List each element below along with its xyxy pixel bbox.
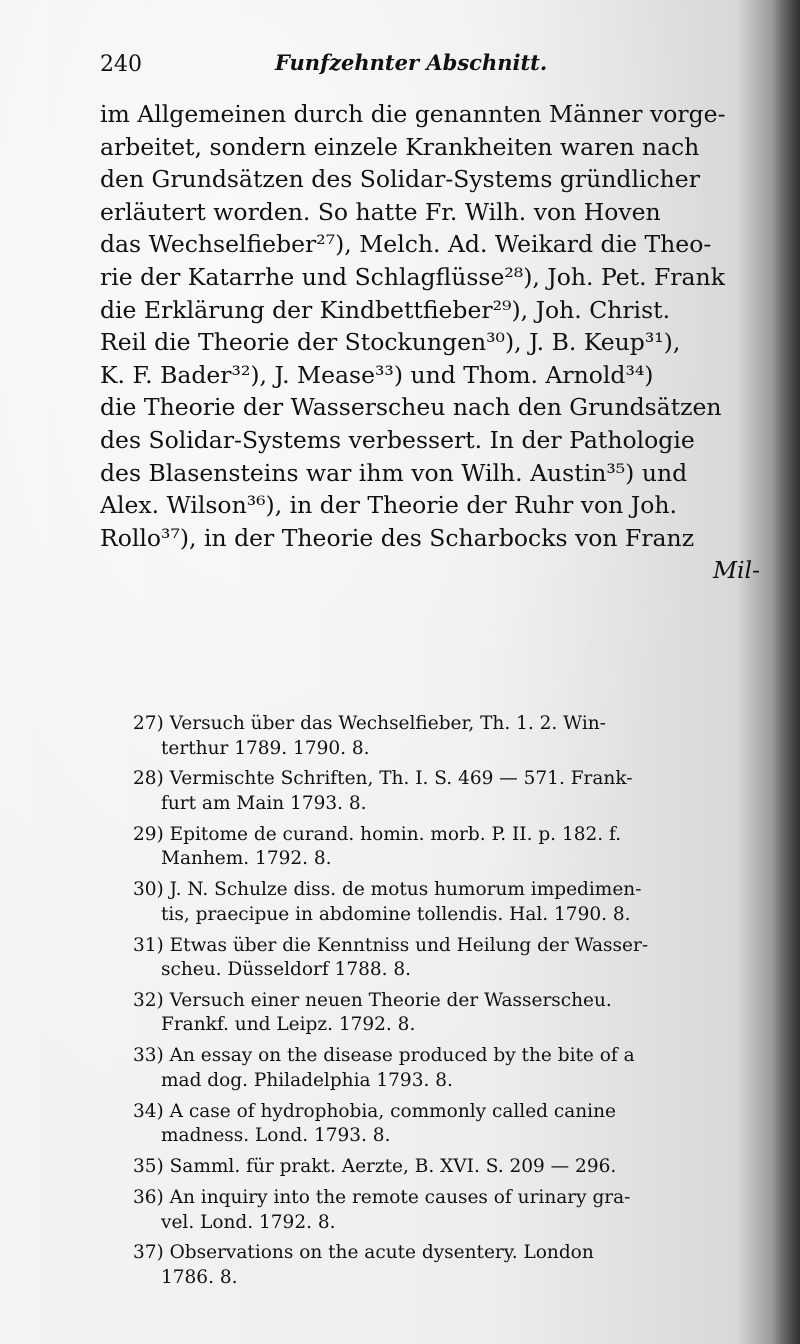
footnote-line: 36) An inquiry into the remote causes of urinary gra- <box>133 1187 631 1209</box>
footnote-27 <box>133 712 760 761</box>
catchword: Mil- <box>712 556 760 585</box>
page-number: 240 <box>100 52 142 77</box>
footnote-line: Frankf. und Leipz. 1792. 8. <box>161 1014 416 1036</box>
footnote-33 <box>133 1044 760 1093</box>
footnote-line: 29) Epitome de curand. homin. morb. P. II. p. 182. f. <box>133 823 622 845</box>
footnote-line: 30) J. N. Schulze diss. de motus humorum impedimen- <box>133 879 642 901</box>
body-line: des Solidar-Systems verbessert. In der Pathologie <box>100 425 695 454</box>
footnote-line: 32) Versuch einer neuen Theorie der Wasserscheu. <box>133 989 612 1011</box>
footnote-line: vel. Lond. 1792. 8. <box>161 1211 336 1233</box>
footnote-line: madness. Lond. 1793. 8. <box>161 1125 391 1147</box>
body-line: im Allgemeinen durch die genannten Männer vorge- <box>100 100 726 128</box>
footnote-line: 33) An essay on the disease produced by the bite of a <box>133 1045 635 1067</box>
footnote-line: 35) Samml. für prakt. Aerzte, B. XVI. S. 209 — 296. <box>133 1156 617 1178</box>
body-text <box>100 98 760 587</box>
footnote-34 <box>133 1100 760 1149</box>
footnote-35 <box>133 1155 760 1180</box>
body-line: des Blasensteins war ihm von Wilh. Austin³⁵) und <box>100 458 688 487</box>
footnote-29 <box>133 823 760 872</box>
body-line: Reil die Theorie der Stockungen³⁰), J. B. Keup³¹), <box>100 328 681 357</box>
footnote-line: 31) Etwas über die Kenntniss und Heilung der Wasser- <box>133 934 649 956</box>
body-line: die Erklärung der Kindbettfieber²⁹), Joh. Christ. <box>100 295 671 324</box>
footnotes <box>133 712 760 1297</box>
footnote-32 <box>133 989 760 1038</box>
footnote-line: mad dog. Philadelphia 1793. 8. <box>161 1069 453 1091</box>
footnote-line: scheu. Düsseldorf 1788. 8. <box>161 959 412 981</box>
footnote-line: 37) Observations on the acute dysentery. London <box>133 1242 594 1264</box>
footnote-30 <box>133 878 760 927</box>
body-line: die Theorie der Wasserscheu nach den Grundsätzen <box>100 393 722 422</box>
footnote-line: tis, praecipue in abdomine tollendis. Hal. 1790. 8. <box>161 903 631 925</box>
footnote-36 <box>133 1186 760 1235</box>
footnote-line: terthur 1789. 1790. 8. <box>161 737 370 759</box>
footnote-28 <box>133 767 760 816</box>
body-line: den Grundsätzen des Solidar-Systems gründlicher <box>100 165 700 194</box>
footnote-line: 28) Vermischte Schriften, Th. I. S. 469 — 571. Frank- <box>133 768 633 790</box>
footnote-line: 34) A case of hydrophobia, commonly called canine <box>133 1100 616 1122</box>
footnote-line: furt am Main 1793. 8. <box>161 792 367 814</box>
footnote-37 <box>133 1241 760 1290</box>
body-line: Rollo³⁷), in der Theorie des Scharbocks von Franz <box>100 523 695 552</box>
footnote-line: 1786. 8. <box>161 1266 238 1288</box>
page-header <box>100 50 760 84</box>
running-head: Funfzehnter Abschnitt. <box>275 50 548 75</box>
footnote-line: 27) Versuch über das Wechselfieber, Th. 1. 2. Win- <box>133 713 606 734</box>
body-line: K. F. Bader³²), J. Mease³³) und Thom. Arnold³⁴) <box>100 360 654 389</box>
footnote-31 <box>133 934 760 983</box>
body-line: arbeitet, sondern einzele Krankheiten waren nach <box>100 132 700 161</box>
body-line: Alex. Wilson³⁶), in der Theorie der Ruhr von Joh. <box>100 491 677 520</box>
body-line: rie der Katarrhe und Schlagflüsse²⁸), Joh. Pet. Frank <box>100 262 725 291</box>
body-line: erläutert worden. So hatte Fr. Wilh. von Hoven <box>100 197 661 226</box>
body-line: das Wechselfieber²⁷), Melch. Ad. Weikard die Theo- <box>100 230 712 259</box>
page-edge-shadow <box>772 0 800 1344</box>
footnote-line: Manhem. 1792. 8. <box>161 848 332 870</box>
